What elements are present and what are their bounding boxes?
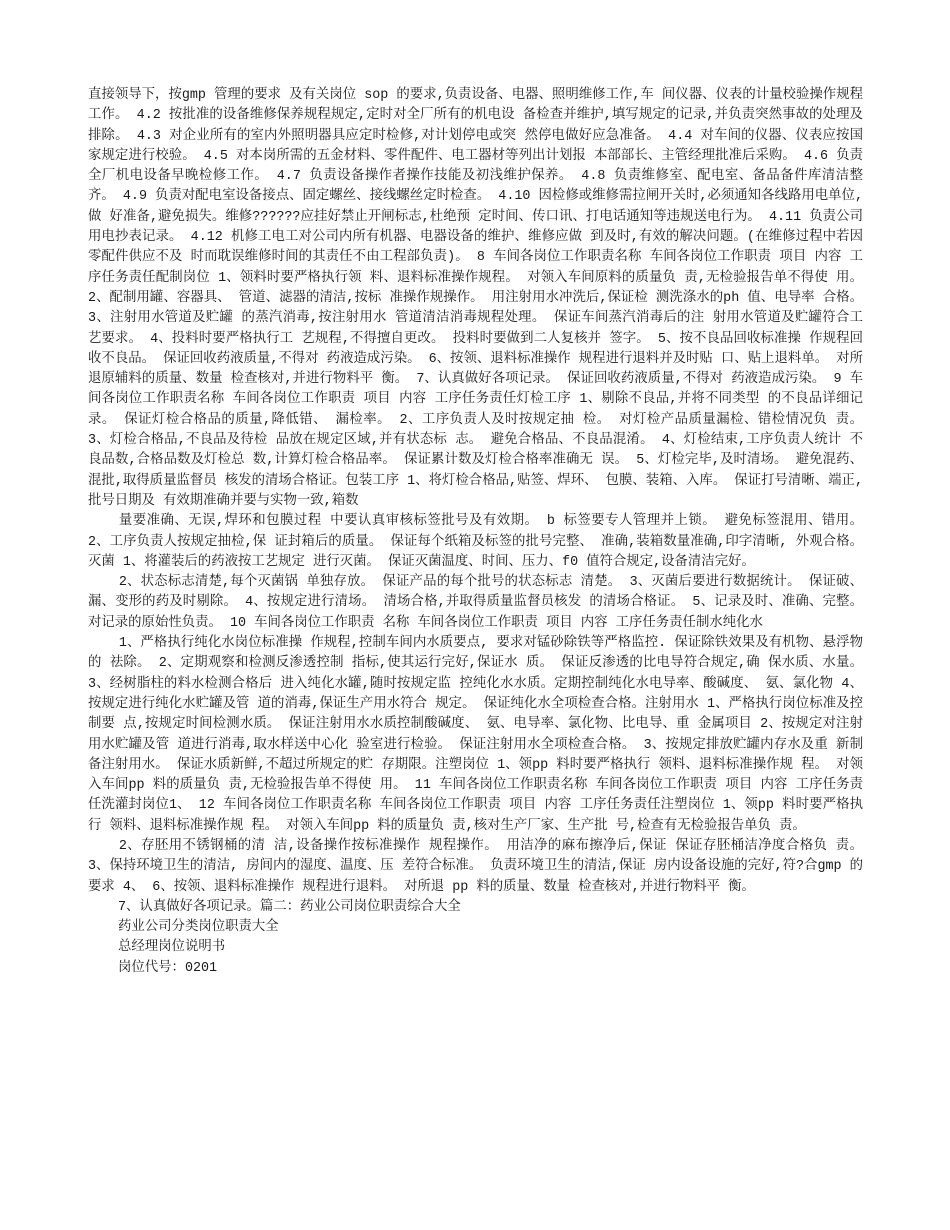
paragraph-water-purification: 1、严格执行纯化水岗位标准操 作规程,控制车间内水质要点, 要求对锰砂除铁等严格监控. 保证除铁效果及有机物、悬浮物的 祛除。 2、定期观察和检测反渗透控制 指标,使其运行完好,保证水 质。 保证反渗透的比电导符合规定,确 保水质、水量。 3、经树脂柱的料水检测合格后 进入纯化水罐,随时按规定监 控纯化水水质。定期控制纯化水电导率、酸碱度、 氨、氯化物 4、按规定进行纯化水贮罐及管 道的消毒,保证生产用水符合 规定。 保证纯化水全项检查合格。注射用水 1、严格执行岗位标准及控制要 点,按规定时间检测水质。 保证注射用水水质控制酸碱度、 氨、电导率、氯化物、比电导、重 金属项目 2、按规定对注射用水贮罐及管 道进行消毒,取水样送中心化 验室进行检验。 保证注射用水全项检查合格。 3、按规定排放贮罐内存水及重 新制备注射用水。 保证水质新鲜,不超过所规定的贮 存期限。注塑岗位 1、领pp 料时要严格执行 领料、退料标准操作规 程。 对领入车间pp 料的质量负 责,无检验报告单不得使 用。 11 车间各岗位工作职责名称 车间各岗位工作职责 项目 内容 工序任务责任洗灌封岗位1、 12 车间各岗位工作职责名称 车间各岗位工作职责 项目 内容 工序任务责任注塑岗位 1、领pp 料时要严格执行 领料、退料标准操作规 程。 对领入车间pp 料的质量负 责,核对生产厂家、生产批 号,检查有无检验报告单负 责。 — [88, 636, 863, 834]
paragraph-maintenance-duties: 直接领导下，按gmp 管理的要求 及有关岗位 sop 的要求,负责设备、电器、照明维修工作,车 间仪器、仪表的计量校验操作规程工作。 4.2 按批准的设备维修保养规程规定,定时对全厂所有的机电设 备检查并维护,填写规定的记录,并负责突然事故的处理及排除。 4.3 对企业所有的室内外照明器具应定时检修,对计划停电或突 然停电做好应急准备。 4.4 对车间的仪器、仪表应按国家规定进行校验。 4.5 对本岗所需的五金材料、零件配件、电工器材等列出计划报 本部部长、主管经理批准后采购。 4.6 负责全厂机电设备早晚检修工作。 4.7 负责设备操作者操作技能及初浅维护保养。 4.8 负责维修室、配电室、备品备件库清洁整齐。 4.9 负责对配电室设备接点、固定螺丝、接线螺丝定时检查。 4.10 因检修或维修需拉闸开关时,必须通知各线路用电单位,做 好准备,避免损失。维修??????应挂好禁止开闸标志,杜绝预 定时间、传口讯、打电话通知等违规送电行为。 4.11 负责公司用电抄表记录。 4.12 机修工电工对公司内所有机器、电器设备的维护、维修应做 到及时,有效的解决问题。(在维修过程中若因零配件供应不及 时而耽误维修时间的其责任不由工程部负责)。 8 车间各岗位工作职责名称 车间各岗位工作职责 项目 内容 工序任务责任配制岗位 1、领料时要严格执行领 料、退料标准操作规程。 对领入车间原料的质量负 责,无检验报告单不得使 用。 2、配制用罐、容器具、 管道、滤器的清洁,按标 准操作规操作。 用注射用水冲洗后,保证检 测洗涤水的ph 值、电导率 合格。 3、注射用水管道及贮罐 的蒸汽消毒,按注射用水 管道清洁消毒规程处理。 保证车间蒸汽消毒后的注 射用水管道及贮罐符合工 艺要求。 4、投料时要严格执行工 艺规程,不得擅自更改。 投料时要做到二人复核并 签字。 5、按不良品回收标准操 作规程回收不良品。 保证回收药液质量,不得对 药液造成污染。 6、按领、退料标准操作 规程进行退料并及时贴 口、贴上退料单。 对所退原辅料的质量、数量 检查核对,并进行物料平 衡。 7、认真做好各项记录。 保证回收药液质量,不得对 药液造成污染。 9 车间各岗位工作职责名称 车间各岗位工作职责 项目 内容 工序任务责任灯检工序 1、剔除不良品,并将不同类型 的不良品详细记录。 保证灯检合格品的质量,降低错、 漏检率。 2、工序负责人及时按规定抽 检。 对灯检产品质量漏检、错检情况负 责。 3、灯检合格品,不良品及待检 品放在规定区域,并有状态标 志。 避免合格品、不良品混淆。 4、灯检结束,工序负责人统计 不良品数,合格品数及灯检总 数,计算灯检合格品率。 保证累计数及灯检合格率准确无 误。 5、灯检完毕,及时清场。 避免混药、混批,取得质量监督员 核发的清场合格证。包装工序 1、将灯检合格品,贴签、焊环、 包膜、装箱、入库。 保证打号清晰、端正,批号日期及 有效期准确并要与实物一致,箱数 — [88, 88, 863, 509]
line-records-section-two: 7、认真做好各项记录。篇二：药业公司岗位职责综合大全 — [118, 899, 461, 915]
paragraph-packaging-sterilization: 量要准确、无误,焊环和包膜过程 中要认真审核标签批号及有效期。 b 标签要专人管理并上锁。 避免标签混用、错用。 2、工序负责人按规定抽检,保 证封箱后的质量。 保证每个纸箱及标签的批号完整、 准确,装箱数量准确,印字清晰, 外观合格。灭菌 1、将灌装后的药液按工艺规定 进行灭菌。 保证灭菌温度、时间、压力、f0 值符合规定,设备清洁完好。 — [88, 514, 863, 570]
paragraph-sterilization-status: 2、状态标志清楚,每个灭菌锅 单独存放。 保证产品的每个批号的状态标志 清楚。 3、灭菌后要进行数据统计。 保证破、漏、变形的药及时剔除。 4、按规定进行清场。 清场合格,并取得质量监督员核发 的清场合格证。 5、记录及时、准确、完整。 对记录的原始性负责。 10 车间各岗位工作职责 名称 车间各岗位工作职责 项目 内容 工序任务责任制水纯化水 — [88, 575, 863, 631]
paragraph-injection-molding: 2、存胚用不锈钢桶的清 洁,设备操作按标准操作 规程操作。 用洁净的麻布擦净后,保证 保证存胚桶洁净度合格负 责。 3、保持环境卫生的清洁, 房间内的湿度、温度、压 差符合标准。 负责环境卫生的清洁,保证 房内设备设施的完好,符?合gmp 的要求 4、 6、按领、退料标准操作 规程进行退料。 对所退 pp 料的质量、数量 检查核对,并进行物料平 衡。 — [88, 838, 863, 895]
line-position-code: 岗位代号：0201 — [118, 960, 218, 976]
line-section-heading: 药业公司分类岗位职责大全 — [118, 920, 279, 936]
document-body — [88, 86, 863, 979]
line-gm-job-description: 总经理岗位说明书 — [118, 940, 226, 956]
